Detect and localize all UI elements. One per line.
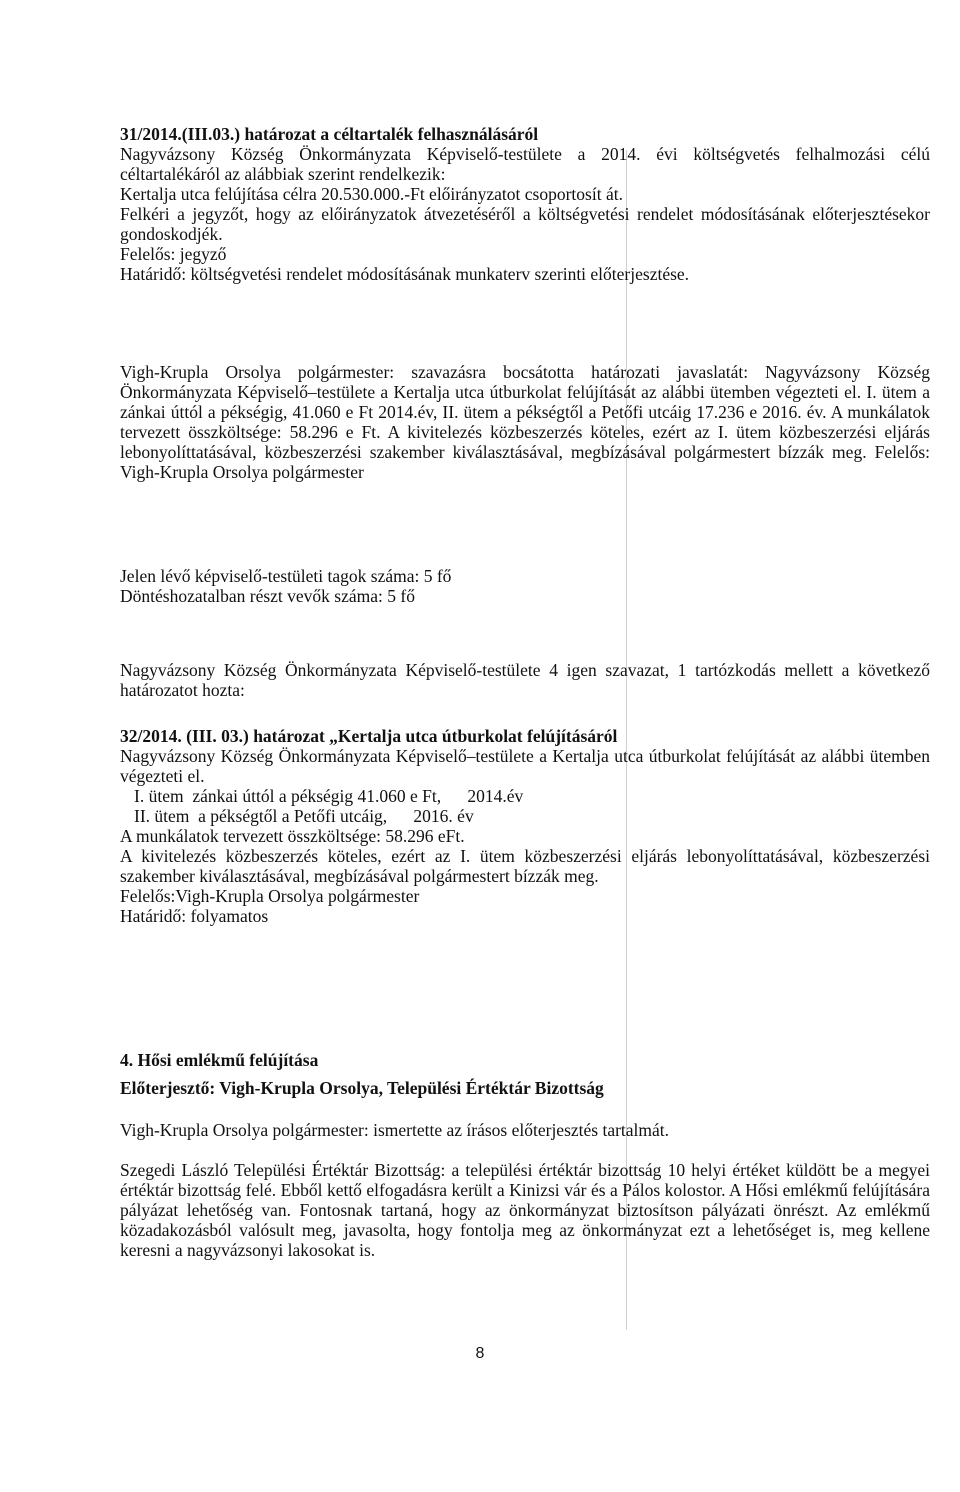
resolution-32-phase-2: II. ütem a pékségtől a Petőfi utcáig, 2016. év: [134, 806, 474, 826]
resolution-32-deadline: Határidő: folyamatos: [120, 906, 269, 926]
resolution-31-deadline: Határidő: költségvetési rendelet módosításának munkaterv szerinti előterjesztése.: [120, 264, 690, 284]
resolution-32-procurement: A kivitelezés közbeszerzés köteles, ezért az I. ütem közbeszerzési eljárás lebonyolíttatásával, közbeszerzési szakember kiválasztásával, megbízásával polgármestert bízzák meg.: [120, 846, 930, 886]
agenda-item-4-section: [120, 1050, 930, 1260]
attendance-section: [120, 566, 930, 606]
agenda-item-4-heading: 4. Hősi emlékmű felújítása: [120, 1050, 319, 1070]
resolution-32-total-cost: A munkálatok tervezett összköltsége: 58.296 eFt.: [120, 826, 465, 846]
members-voting: Döntéshozatalban részt vevők száma: 5 fő: [120, 586, 415, 606]
agenda-item-4-presenter: Előterjesztő: Vigh-Krupla Orsolya, Települési Értéktár Bizottság: [120, 1078, 604, 1098]
resolution-32-section: [120, 726, 930, 926]
resolution-32-intro: Nagyvázsony Község Önkormányzata Képviselő–testülete a Kertalja utca útburkolat felújítását az alábbi ütemben végezteti el.: [120, 746, 930, 786]
resolution-32-responsible: Felelős:Vigh-Krupla Orsolya polgármester: [120, 886, 420, 906]
members-present: Jelen lévő képviselő-testületi tagok száma: 5 fő: [120, 566, 452, 586]
agenda-item-4-mayor-statement: Vigh-Krupla Orsolya polgármester: ismertette az írásos előterjesztés tartalmát.: [120, 1120, 670, 1140]
resolution-31-title: 31/2014.(III.03.) határozat a céltartalék felhasználásáról: [120, 124, 539, 144]
resolution-31-transfer: Kertalja utca felújítása célra 20.530.000.-Ft előirányzatot csoportosít át.: [120, 184, 623, 204]
resolution-32-title: 32/2014. (III. 03.) határozat „Kertalja utca útburkolat felújításáról: [120, 726, 618, 746]
vote-result-text: Nagyvázsony Község Önkormányzata Képviselő-testülete 4 igen szavazat, 1 tartózkodás mellett a következő határozatot hozta:: [120, 660, 930, 700]
resolution-31-responsible: Felelős: jegyző: [120, 244, 227, 264]
agenda-item-4-committee-statement: Szegedi László Települési Értéktár Bizottság: a települési értéktár bizottság 10 helyi értéket küldött be a megyei értéktár bizottság felé. Ebből kettő elfogadásra került a Kinizsi vár és a Pálos kolostor. A Hősi emlékmű felújítására pályázat lehetőség van. Fontosnak tartaná, hogy az önkormányzat biztosítson pályázati önrészt. Az emlékmű közadakozásból valósult meg, javasolta, hogy fontolja meg az önkormányzat ezt a lehetőséget is, meg kellene keresni a nagyvázsonyi lakosokat is.: [120, 1160, 930, 1260]
mayor-proposal-text: Vigh-Krupla Orsolya polgármester: szavazásra bocsátotta határozati javaslatát: Nagyvázsony Község Önkormányzata Képviselő–testülete a Kertalja utca útburkolat felújítását az alábbi ütemben végezteti el. I. ütem a zánkai úttól a pékségig, 41.060 e Ft 2014.év, II. ütem a pékségtől a Petőfi utcáig 17.236 e 2016. év. A munkálatok tervezett összköltsége: 58.296 e Ft. A kivitelezés közbeszerzés köteles, ezért az I. ütem közbeszerzési eljárás lebonyolíttatásával, közbeszerzési szakember kiválasztásával, megbízásával polgármestert bízzák meg. Felelős: Vigh-Krupla Orsolya polgármester: [120, 362, 930, 482]
vote-result-paragraph: [120, 660, 930, 700]
mayor-proposal-paragraph: [120, 362, 930, 482]
resolution-31-request: Felkéri a jegyzőt, hogy az előirányzatok átvezetéséről a költségvetési rendelet módosításának előterjesztésekor gondoskodjék.: [120, 204, 930, 244]
resolution-31-intro: Nagyvázsony Község Önkormányzata Képviselő-testülete a 2014. évi költségvetés felhalmozási célú céltartalékáról az alábbiak szerint rendelkezik:: [120, 144, 930, 184]
resolution-31-section: [120, 124, 930, 284]
resolution-32-phase-1: I. ütem zánkai úttól a pékségig 41.060 e Ft, 2014.év: [134, 786, 524, 806]
page-number: 8: [475, 1345, 485, 1362]
